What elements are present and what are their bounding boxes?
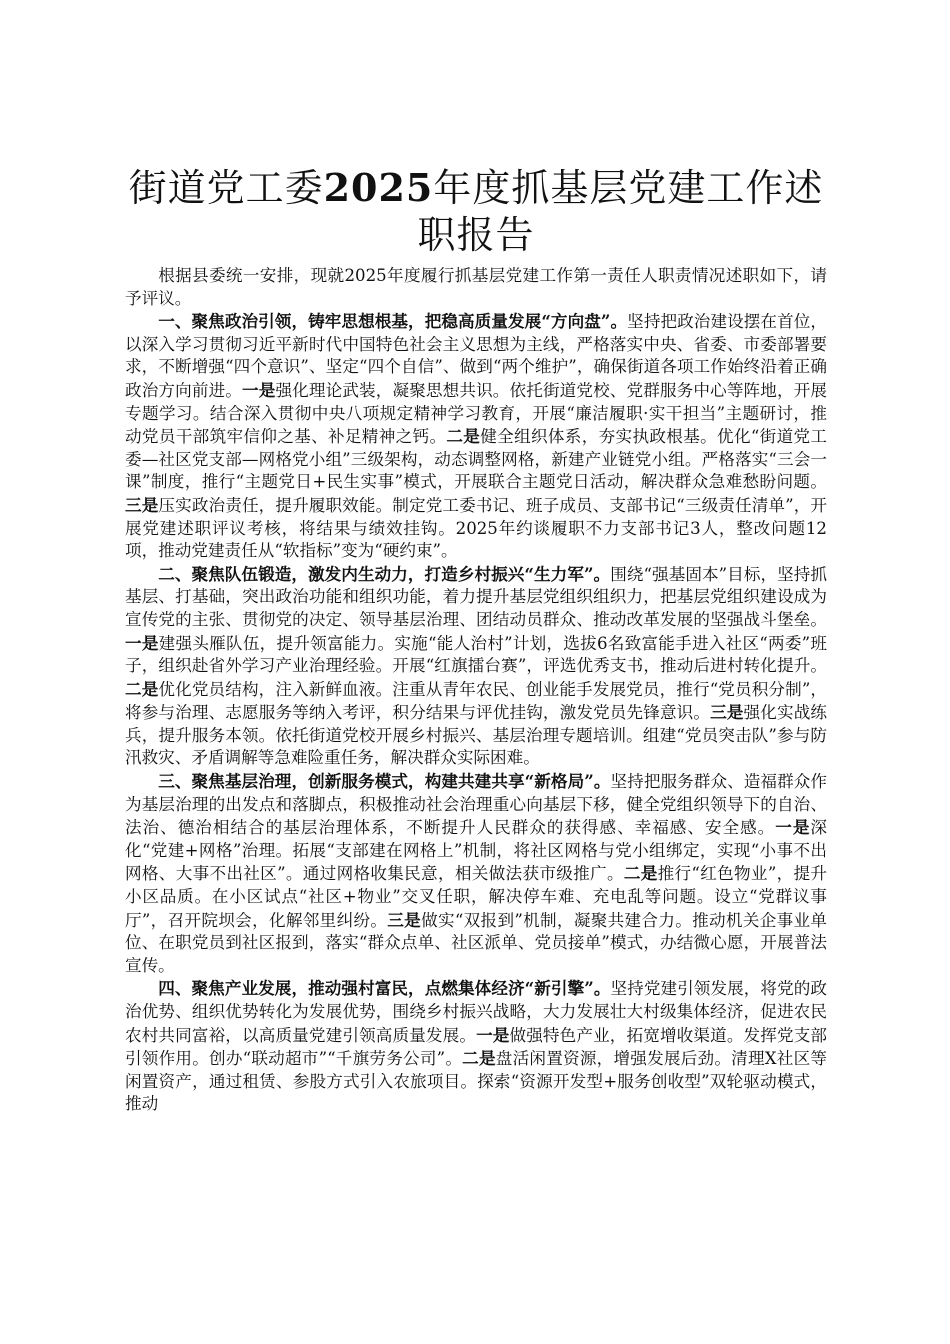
section-paragraph [125, 770, 827, 977]
body-text: 推行“红色物业”，提升小区品质。在小区试点“社区+物业”交叉任职，解决停车难、充电乱等问题。设立“党群议事厅”，召开院坝会，化解邻里纠纷。 [125, 864, 827, 930]
body-text: 建强头雁队伍，提升领富能力。实施“能人治村”计划，选拔6名致富能手进入社区“两委”班子，组织赴省外学习产业治理经验。开展“红旗擂台赛”，评选优秀支书，推动后进村转化提升。 [125, 633, 827, 676]
title-part-1: 街道党工委 [128, 166, 324, 210]
section-heading: 一、聚焦政治引领，铸牢思想根基，把稳高质量发展“方向盘”。 [158, 311, 628, 332]
ordinal-marker: 一是 [242, 379, 276, 400]
body-text: 围绕“强基固本”目标，坚持抓基层、打基础，突出政治功能和组织功能，着力提升基层党组织组织力，把基层党组织建设成为宣传党的主张、贯彻党的决定、领导基层治理、团结动员群众、推动改革发展的坚强战斗堡垒。 [125, 564, 828, 629]
ordinal-marker: 三是 [125, 494, 159, 515]
body-text: 做强特色产业，拓宽增收渠道。发挥党支部引领作用。创办“联动超市”“千旗劳务公司”。 [125, 1025, 828, 1069]
section-heading: 二、聚焦队伍锻造，激发内生动力，打造乡村振兴“生力军”。 [158, 563, 611, 584]
ordinal-marker: 二是 [462, 1048, 496, 1069]
body-text: 做实“双报到”机制，凝聚共建合力。推动机关企事业单位、在职党员到社区报到，落实“群众点单、社区派单、党员接单”模式，办结微心愿，开展普法宣传。 [125, 910, 827, 975]
section-paragraph [125, 310, 827, 563]
document-title [125, 164, 827, 259]
body-text: 优化党员结构，注入新鲜血液。注重从青年农民、创业能手发展党员，推行“党员积分制”，将参与治理、志愿服务等纳入考评，积分结果与评优挂钩，激发党员先锋意识。 [125, 679, 828, 723]
body-text: 强化实战练兵，提升服务本领。依托街道党校开展乡村振兴、基层治理专题培训。组建“党员突击队”参与防汛救灾、矛盾调解等急难险重任务，解决群众实际困难。 [125, 703, 828, 768]
ordinal-marker: 二是 [125, 678, 159, 699]
ordinal-marker: 三是 [387, 909, 422, 930]
section-paragraph [125, 977, 827, 1116]
body-text: 强化理论武装，凝聚思想共识。依托街道党校、党群服务中心等阵地，开展专题学习。结合深入贯彻中央八项规定精神学习教育，开展“廉洁履职·实干担当”主题研讨，推动党员干部筑牢信仰之基、补足精神之钙。 [125, 380, 828, 447]
section-heading: 三、聚焦基层治理，创新服务模式，构建共建共享“新格局”。 [158, 771, 611, 792]
body-text: 坚持把政治建设摆在首位，以深入学习贯彻习近平新时代中国特色社会主义思想为主线，严格落实中央、省委、市委部署要求，不断增强“四个意识”、坚定“四个自信”、做到“两个维护”，确保街道各项工作始终沿着正确政治方向前进。 [125, 312, 828, 400]
body-text: 坚持把服务群众、造福群众作为基层治理的出发点和落脚点，积极推动社会治理重心向基层下移，健全党组织领导下的自治、法治、德治相结合的基层治理体系，不断提升人民群众的获得感、幸福感、安全感。 [125, 772, 828, 838]
section-paragraph [125, 563, 827, 770]
ordinal-marker: 一是 [125, 632, 159, 653]
document-page [125, 164, 827, 1116]
body-text: 健全组织体系，夯实执政根基。优化“街道党工委—社区党支部—网格党小组”三级架构，动态调整网格，新建产业链党小组。严格落实“三会一课”制度，推行“主题党日+民生实事”模式，开展联合主题党日活动，解决群众急难愁盼问题。 [125, 427, 828, 492]
ordinal-marker: 一是 [476, 1024, 510, 1045]
ordinal-marker: 一是 [775, 817, 811, 838]
title-part-2: 年度抓基层党建工作述职报告 [417, 166, 824, 257]
intro-paragraph: 根据县委统一安排，现就2025年度履行抓基层党建工作第一责任人职责情况述职如下，请予评议。 [125, 266, 827, 308]
ordinal-marker: 三是 [710, 702, 744, 723]
body-text: 压实政治责任，提升履职效能。制定党工委书记、班子成员、支部书记“三级责任清单”，开展党建述职评议考核，将结果与绩效挂钩。2025年约谈履职不力支部书记3人，整改问题12项，推动党建责任从“软指标”变为“硬约束”。 [125, 495, 828, 561]
body-text: 盘活闲置资源，增强发展后劲。清理X社区等闲置资产，通过租赁、参股方式引入农旅项目。探索“资源开发型+服务创收型”双轮驱动模式，推动 [125, 1049, 828, 1114]
ordinal-marker: 二是 [623, 863, 658, 884]
section-heading: 四、聚焦产业发展，推动强村富民，点燃集体经济“新引擎”。 [158, 978, 611, 999]
body-text: 深化“党建+网格”治理。拓展“支部建在网格上”机制，将社区网格与党小组绑定，实现“小事不出网格、大事不出社区”。通过网格收集民意，相关做法获市级推广。 [125, 818, 828, 884]
body-text: 坚持党建引领发展，将党的政治优势、组织优势转化为发展优势，围绕乡村振兴战略，大力发展壮大村级集体经济，促进农民农村共同富裕，以高质量党建引领高质量发展。 [125, 979, 828, 1045]
title-year: 2025 [323, 165, 434, 210]
report-sections [125, 310, 827, 1116]
ordinal-marker: 二是 [446, 426, 481, 447]
